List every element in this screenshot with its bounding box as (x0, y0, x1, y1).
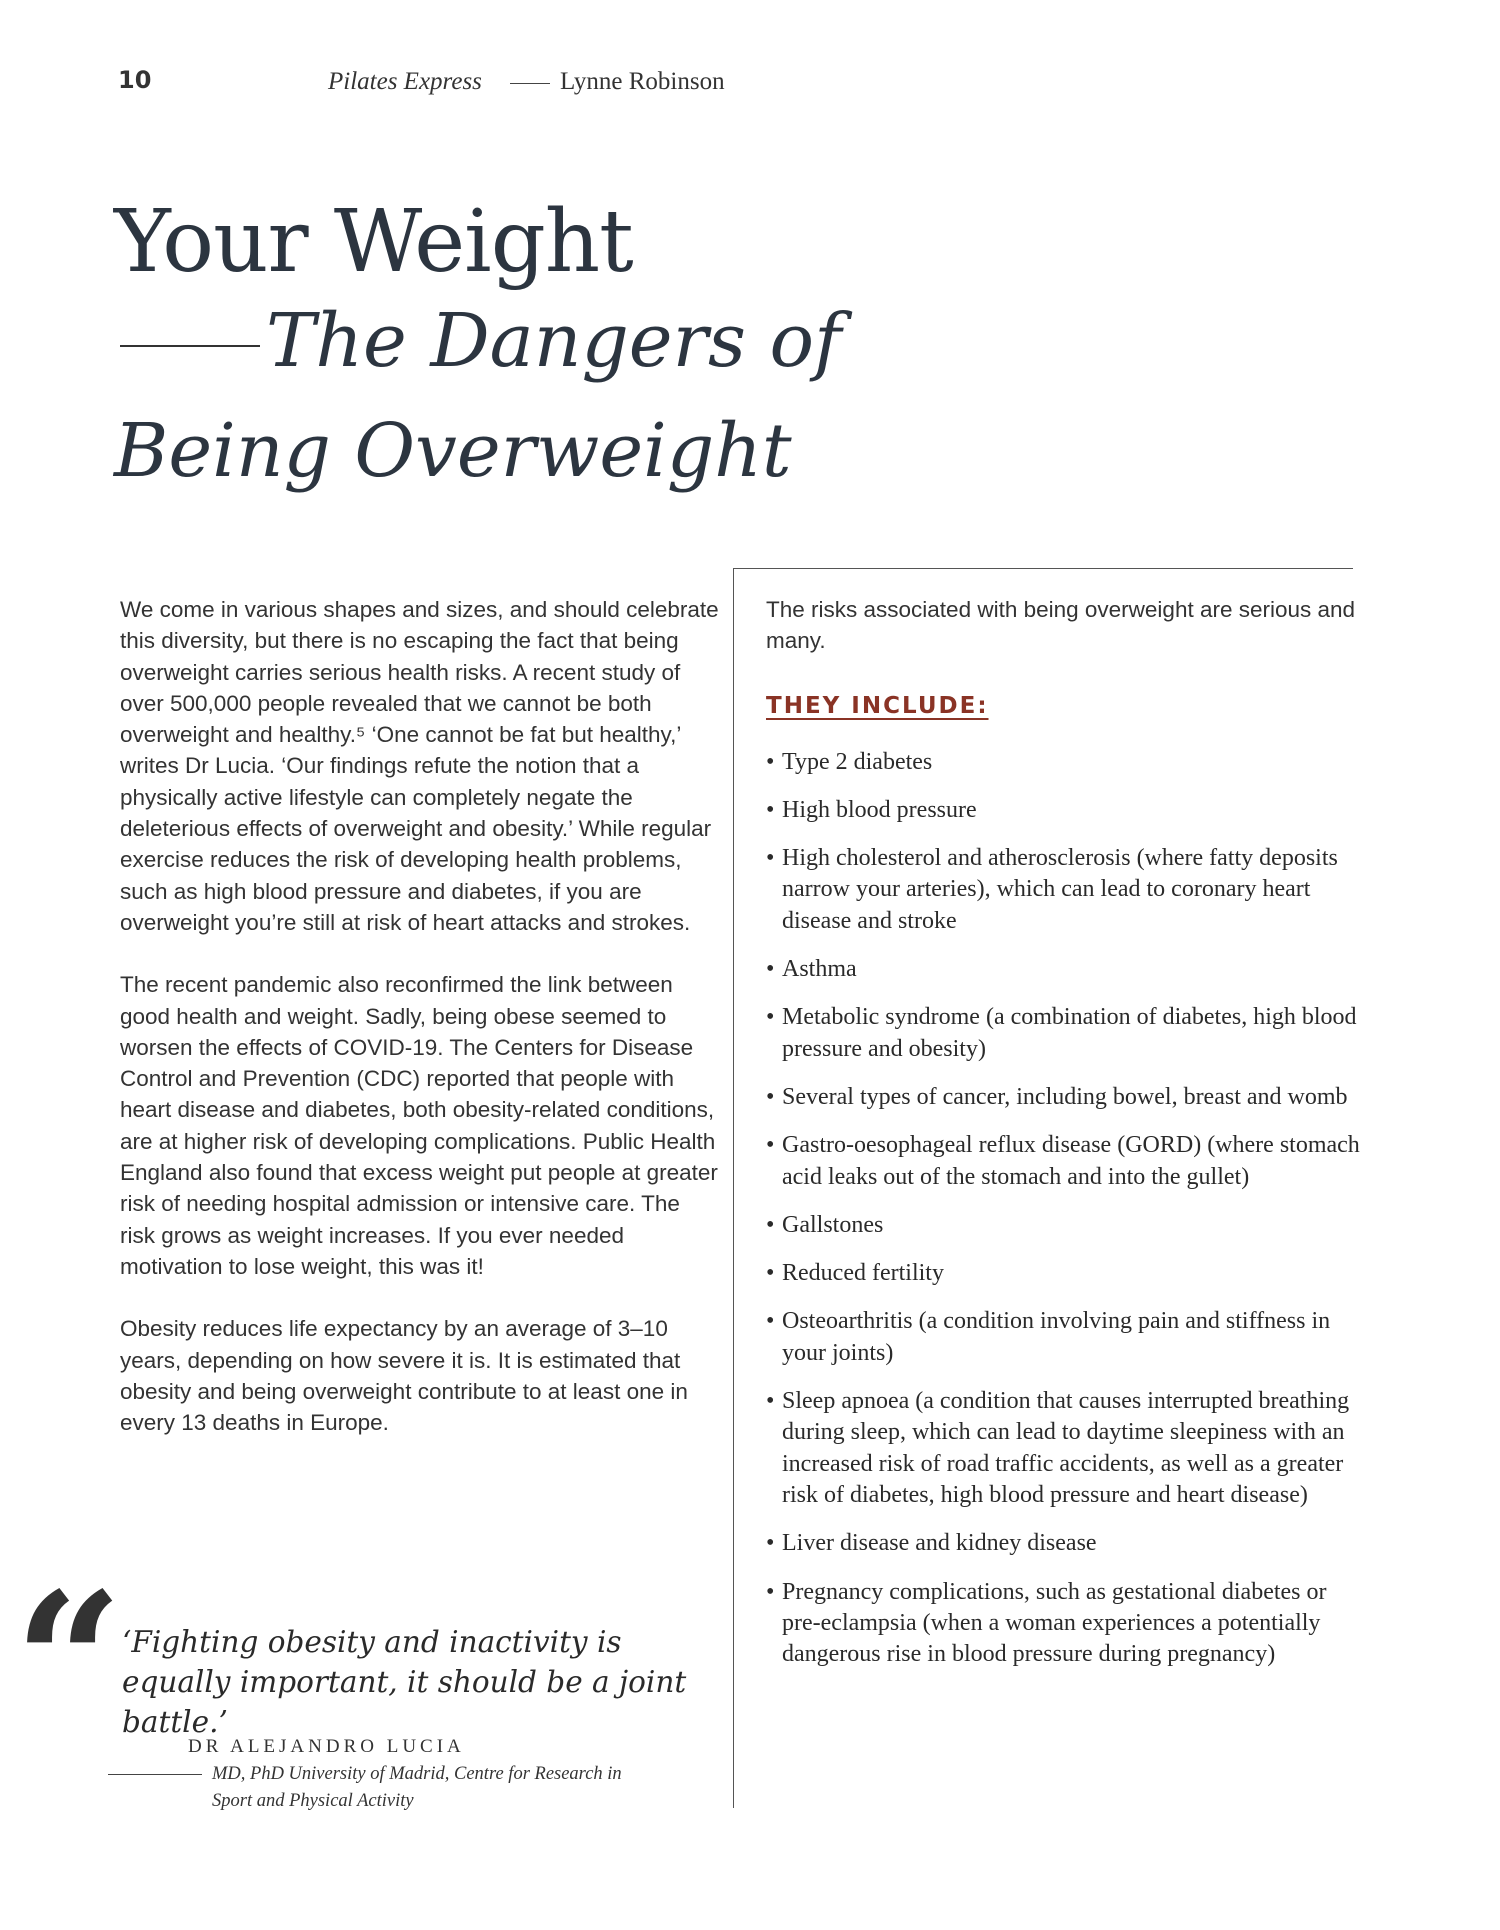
quote-author: DR ALEJANDRO LUCIA (188, 1736, 465, 1757)
list-item-text: High blood pressure (782, 796, 977, 823)
list-item (766, 1577, 1366, 1671)
list-item-text: Gastro-oesophageal reflux disease (GORD) (where stomach acid leaks out of the stomach and into the gullet) (782, 1132, 1360, 1190)
bullet-icon: • (766, 1530, 775, 1557)
list-item-text: Reduced fertility (782, 1260, 944, 1287)
list-item-text: High cholesterol and atherosclerosis (where fatty deposits narrow your arteries), which can lead to coronary heart disease and stroke (782, 845, 1338, 934)
list-item (766, 747, 1366, 778)
right-column (766, 594, 1366, 1687)
title-dash (120, 345, 260, 347)
column-divider-top (733, 568, 1353, 569)
bullet-icon: • (766, 956, 775, 983)
publication-title: Pilates Express (328, 68, 482, 95)
bullet-icon: • (766, 748, 775, 775)
article-title-line1: Your Weight (114, 192, 633, 292)
body-paragraph-1: We come in various shapes and sizes, and should celebrate this diversity, but there is no escaping the fact that being overweight carries serious health risks. A recent study of over 500,000 people revealed that we cannot be both overweight and healthy.⁵ ‘One cannot be fat but healthy,’ writes Dr Lucia. ‘Our findings refute the notion that a physically active lifestyle can completely negate the deleterious effects of overweight and obesity.’ While regular exercise reduces the risk of developing health problems, such as high blood pressure and diabetes, if you are overweight you’re still at risk of heart attacks and strokes. (120, 597, 719, 935)
article-title-line3: Being Overweight (114, 408, 792, 494)
page-header (118, 66, 918, 106)
list-item (766, 843, 1366, 937)
list-heading: THEY INCLUDE: (766, 692, 989, 719)
list-item-text: Gallstones (782, 1211, 884, 1238)
list-item (766, 1386, 1366, 1511)
bullet-icon: • (766, 845, 775, 872)
article-title-line2: The Dangers of (266, 298, 842, 384)
bullet-icon: • (766, 1578, 775, 1605)
list-item (766, 1258, 1366, 1289)
list-item-text: Liver disease and kidney disease (782, 1530, 1097, 1557)
list-item (766, 1130, 1366, 1193)
page-number: 10 (118, 66, 152, 94)
bullet-icon: • (766, 1211, 775, 1238)
list-item (766, 1528, 1366, 1559)
bullet-icon: • (766, 1260, 775, 1287)
bullet-icon: • (766, 1004, 775, 1031)
bullet-icon: • (766, 1132, 775, 1159)
column-divider (733, 568, 734, 1808)
book-author: Lynne Robinson (560, 68, 725, 95)
bullet-icon: • (766, 1388, 775, 1415)
list-item (766, 954, 1366, 985)
risk-list (766, 747, 1366, 1671)
quote-mark-icon: “ (14, 1551, 124, 1774)
bullet-icon: • (766, 1308, 775, 1335)
quote-credentials: MD, PhD University of Madrid, Centre for Research in Sport and Physical Activity (212, 1764, 622, 1811)
list-item-text: Metabolic syndrome (a combination of diabetes, high blood pressure and obesity) (782, 1004, 1357, 1062)
list-item-text: Pregnancy complications, such as gestational diabetes or pre-eclampsia (when a woman experiences a potentially dangerous rise in blood pressure during pregnancy) (782, 1578, 1327, 1668)
pull-quote-text: ‘Fighting obesity and inactivity is equally important, it should be a joint battle.’ (122, 1625, 687, 1739)
body-paragraph-2: The recent pandemic also reconfirmed the link between good health and weight. Sadly, being obese seemed to worsen the effects of COVID-19. The Centers for Disease Control and Prevention (CDC) reported that people with heart disease and diabetes, both obesity-related conditions, are at higher risk of developing complications. Public Health England also found that excess weight put people at greater risk of needing hospital admission or intensive care. The risk grows as weight increases. If you ever needed motivation to lose weight, this was it! (120, 972, 718, 1279)
list-item (766, 1306, 1366, 1369)
list-item-text: Several types of cancer, including bowel, breast and womb (782, 1083, 1348, 1110)
list-item-text: Osteoarthritis (a condition involving pain and stiffness in your joints) (782, 1308, 1331, 1366)
header-separator (510, 83, 550, 84)
quote-author-dash (108, 1774, 202, 1775)
list-item (766, 1082, 1366, 1113)
body-paragraph-3: Obesity reduces life expectancy by an average of 3–10 years, depending on how severe it is. It is estimated that obesity and being overweight contribute to at least one in every 13 deaths in Europe. (120, 1316, 688, 1436)
list-item-text: Asthma (782, 956, 857, 983)
risks-intro: The risks associated with being overweight are serious and many. (766, 597, 1356, 654)
list-item (766, 795, 1366, 826)
list-item (766, 1002, 1366, 1065)
list-item (766, 1210, 1366, 1241)
bullet-icon: • (766, 796, 775, 823)
left-column (120, 594, 720, 1469)
list-item-text: Sleep apnoea (a condition that causes interrupted breathing during sleep, which can lead to daytime sleepiness with an increased risk of road traffic accidents, as well as a greater risk of diabetes, high blood pressure and heart disease) (782, 1388, 1350, 1508)
list-item-text: Type 2 diabetes (782, 748, 933, 775)
bullet-icon: • (766, 1083, 775, 1110)
